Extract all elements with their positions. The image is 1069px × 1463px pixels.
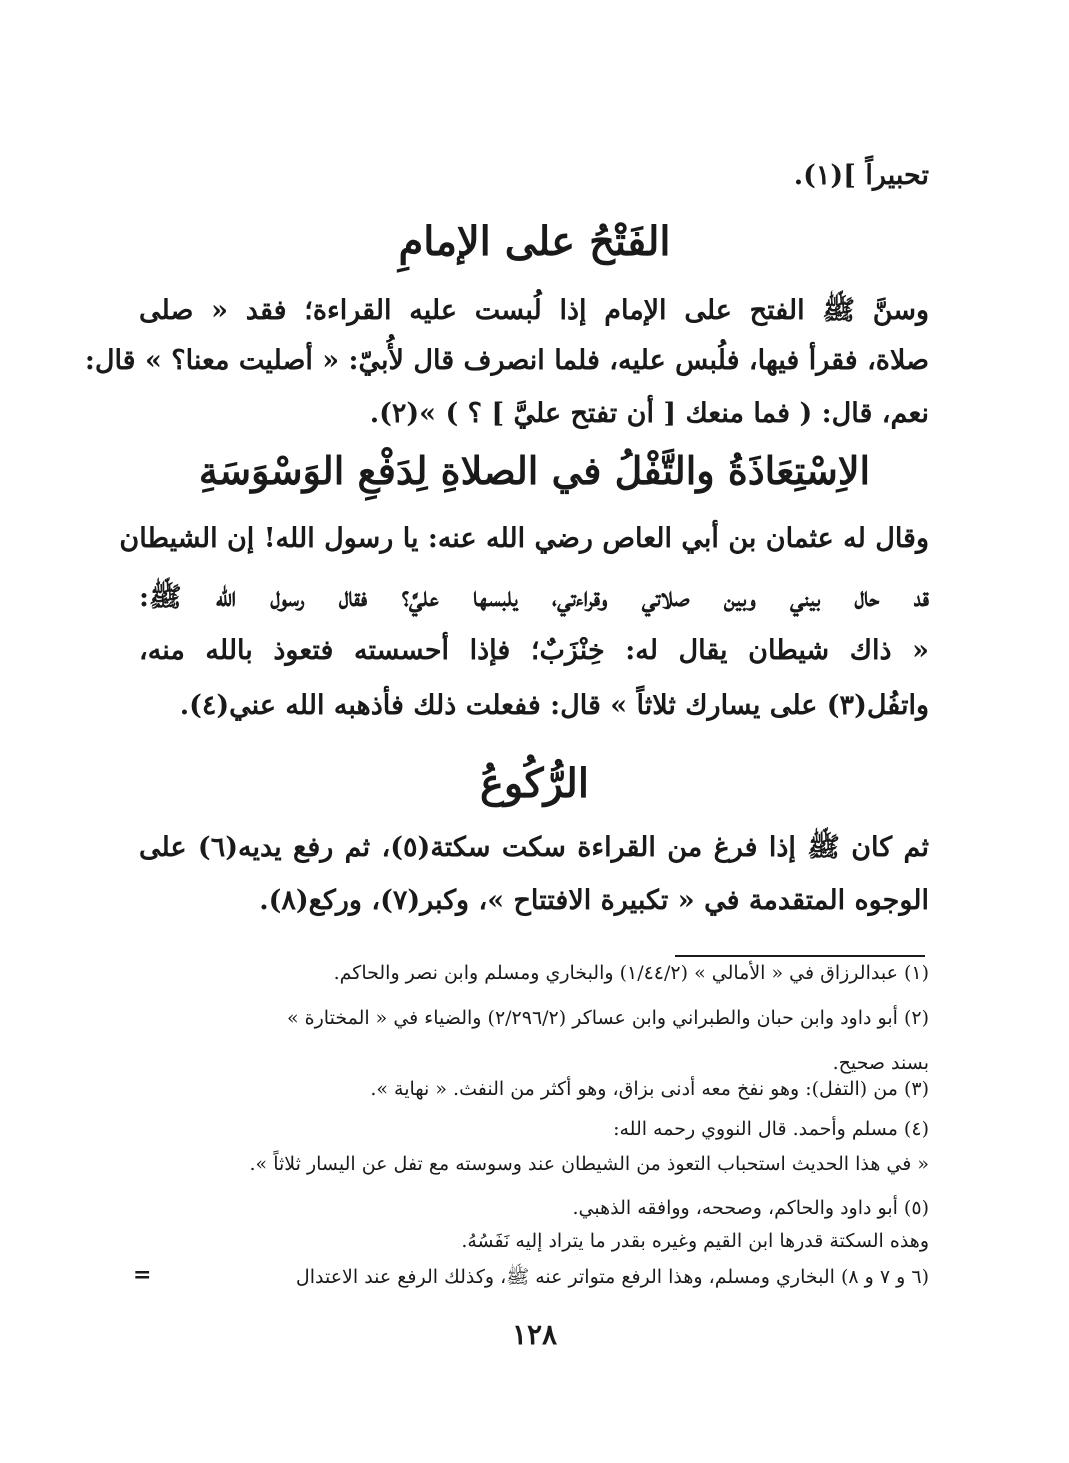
section-heading-fath: الفَتْحُ على الإمامِ [398,218,671,265]
body-line: « ذاك شيطان يقال له: خِنْزَبٌ؛ فإذا أحسسته فتعوذ بالله منه، [139,635,929,666]
body-line: قد حال بيني وبين صلاتي وقراءتي، يلبسها عليَّ؟ فقال رسول الله ﷺ: [139,582,929,613]
body-line: وسنَّ ﷺ الفتح على الإمام إذا لُبست عليه القراءة؛ فقد « صلى [139,295,929,326]
page-number: ١٢٨ [511,1318,558,1351]
footnote-divider [675,955,925,957]
footnote-continuation: بسند صحيح. [832,1052,929,1074]
footnote: (٣) من (التفل): وهو نفخ معه أدنى بزاق، وهو أكثر من النفث. « نهاية ». [370,1078,929,1100]
continuation-mark: = [133,1262,152,1288]
body-line: الوجوه المتقدمة في « تكبيرة الافتتاح »، وكبر(٧)، وركع(٨). [259,885,929,916]
body-line: وقال له عثمان بن أبي العاص رضي الله عنه: يا رسول الله! إن الشيطان [119,523,929,554]
body-line: نعم، قال: ( فما منعك [ أن تفتح عليَّ ] ؟ ) »(٢). [369,398,929,429]
body-line: صلاة، فقرأ فيها، فلُبس عليه، فلما انصرف قال لأُبيّ: « أصليت معنا؟ » قال: [84,345,929,376]
footnote: (٥) أبو داود والحاكم، وصححه، ووافقه الذهبي. [572,1197,929,1219]
body-line: ثم كان ﷺ إذا فرغ من القراءة سكت سكتة(٥)، ثم رفع يديه(٦) على [139,832,929,863]
footnote: (٤) مسلم وأحمد. قال النووي رحمه الله: [613,1118,929,1140]
footnote: (١) عبدالرزاق في « الأمالي » (١/٤٤/٢) والبخاري ومسلم وابن نصر والحاكم. [333,962,929,984]
section-heading-istiadha: الاِسْتِعَاذَةُ والتَّفْلُ في الصلاةِ لِدَفْعِ الوَسْوَسَةِ [198,448,871,493]
lead-line: تحبيراً ](١). [793,160,929,191]
footnote-continuation: « في هذا الحديث استحباب التعوذ من الشيطان عند وسوسته مع تفل عن اليسار ثلاثاً ». [249,1153,929,1175]
footnote: (٢) أبو داود وابن حبان والطبراني وابن عساكر (٢/٢٩٦/٢) والضياء في « المختارة » [287,1007,929,1029]
body-line: واتفُل(٣) على يسارك ثلاثاً » قال: ففعلت ذلك فأذهبه الله عني(٤). [179,690,929,721]
footnote: (٦ و ٧ و ٨) البخاري ومسلم، وهذا الرفع متواتر عنه ﷺ، وكذلك الرفع عند الاعتدال [295,1266,929,1288]
footnote-continuation: وهذه السكتة قدرها ابن القيم وغيره بقدر ما يتراد إليه نَفَسُهُ. [461,1230,929,1252]
section-heading-ruku: الرُّكُوعُ [480,760,589,807]
